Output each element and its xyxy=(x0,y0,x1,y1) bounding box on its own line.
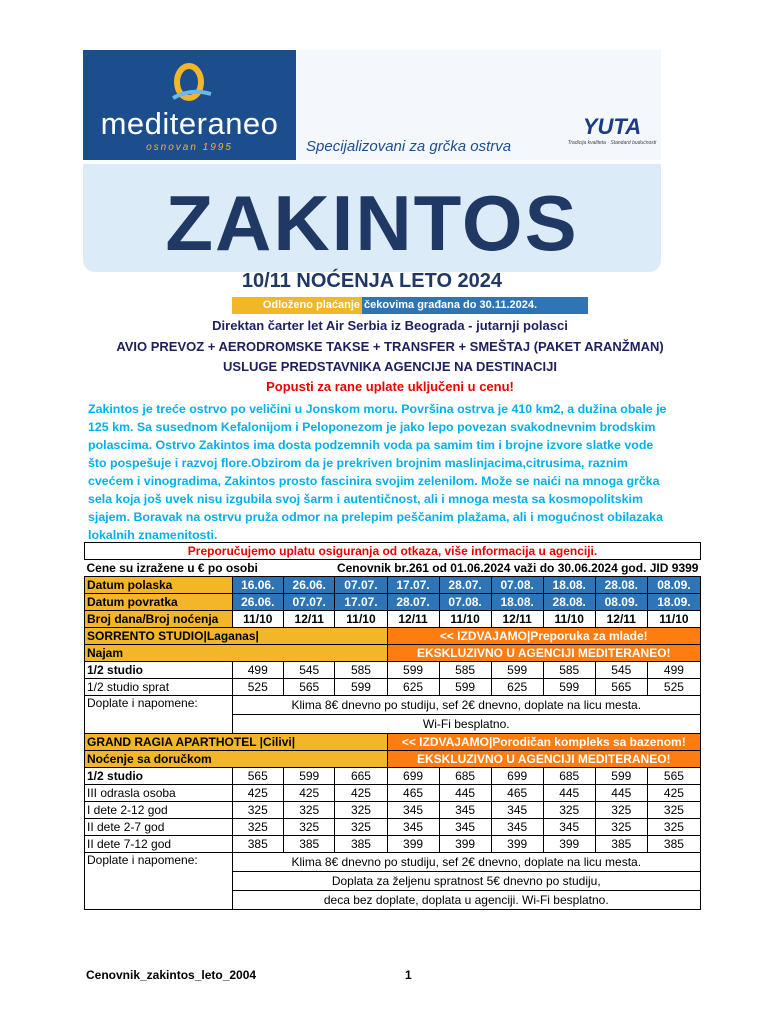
flight-line: Direktan čarter let Air Serbia iz Beograda - jutarnji polasci xyxy=(212,318,568,333)
price-cell: 399 xyxy=(491,836,543,853)
price-cell: 465 xyxy=(491,785,543,802)
brand-tagline: Specijalizovani za grčka ostrva xyxy=(306,138,512,155)
page-subtitle: 10/11 NOĆENJA LETO 2024 xyxy=(241,270,503,292)
price-cell: 425 xyxy=(647,785,700,802)
brand-logo xyxy=(83,50,296,160)
services-line: USLUGE PREDSTAVNIKA AGENCIJE NA DESTINACIJI xyxy=(223,359,557,374)
brand-name: mediteraneo xyxy=(100,106,279,141)
hotel1-note: Klima 8€ dnevno po studiju, sef 2€ dnevno, doplate na licu mesta. xyxy=(232,696,700,715)
price-cell: 325 xyxy=(335,819,387,836)
price-cell: 385 xyxy=(595,836,647,853)
departure-cell: 26.06. xyxy=(283,577,334,594)
price-table xyxy=(84,542,701,910)
return-label: Datum povratka xyxy=(85,594,233,611)
price-cell: 599 xyxy=(491,662,543,679)
hotel1-header-row xyxy=(85,628,701,645)
page-number: 1 xyxy=(405,968,412,982)
price-cell: 565 xyxy=(232,768,283,785)
price-cell: 599 xyxy=(595,768,647,785)
price-cell: 399 xyxy=(439,836,491,853)
brand-founded: osnovan 1995 xyxy=(146,142,233,153)
price-cell: 325 xyxy=(543,802,595,819)
departure-cell: 08.09. xyxy=(647,577,700,594)
departure-cell: 28.07. xyxy=(439,577,491,594)
price-cell: 499 xyxy=(232,662,283,679)
price-cell: 325 xyxy=(647,819,700,836)
price-cell: 425 xyxy=(232,785,283,802)
room-type: 1/2 studio sprat xyxy=(85,679,233,696)
room-type: 1/2 studio xyxy=(85,662,233,679)
hotel2-promo: << IZDVAJAMO|Porodičan kompleks sa bazenom! xyxy=(387,734,701,751)
partner-slogan: Tradicija kvaliteta · Standard budućnosti xyxy=(567,140,657,146)
page-title: ZAKINTOS xyxy=(165,179,579,267)
price-cell: 685 xyxy=(543,768,595,785)
price-cell: 665 xyxy=(335,768,387,785)
price-cell: 425 xyxy=(283,785,334,802)
price-cell: 545 xyxy=(595,662,647,679)
hotel2-note: Doplata za željenu spratnost 5€ dnevno po studiju, xyxy=(232,872,700,891)
price-cell: 325 xyxy=(335,802,387,819)
hotel1-board: Najam xyxy=(85,645,388,662)
table-row xyxy=(85,836,701,853)
pricelist-note: Cenovnik br.261 od 01.06.2024 važi do 30.06.2024 god. JID 9399 xyxy=(336,560,699,575)
price-cell: 585 xyxy=(439,662,491,679)
payment-deferred: Odloženo plaćanje xyxy=(232,297,362,314)
insurance-note: Preporučujemo uplatu osiguranja od otkaza, više informacija u agenciji. xyxy=(85,543,701,560)
nights-cell: 12/11 xyxy=(387,611,439,628)
currency-note: Cene su izražene u € po osobi xyxy=(86,560,258,575)
price-cell: 385 xyxy=(647,836,700,853)
hotel1-notes-row xyxy=(85,696,701,715)
destination-description: Zakintos je treće ostrvo po veličini u Jonskom moru. Površina ostrva je 410 km2, a dužina obale je 125 km. Sa susednom Kefalonijom i Peloponezom je jako lepo povezan svakodnevnim brodskim polascima. Ostrvo Zakintos ima dosta podzemnih voda pa samim tim i brojne izvore slatke vode što pospešuje i razvoj flore.Obzirom da je prekriven brojnim maslinjacima,citrusima, raznim cvećem i vinogradima, Zakintos prosto fascinira svojim zelenilom. Može se naići na mnoga grčka sela koja još uvek nisu izgubila svoj šarm i autentičnost, ali i mnoga mesta sa kosmopolitskim sjajem. Boravak na ostrvu pruža odmor na prelepim peščanim plažama, ali i mogućnost obilazaka lokalnih znamenitosti. xyxy=(88,402,667,542)
return-cell: 07.08. xyxy=(439,594,491,611)
return-cell: 08.09. xyxy=(595,594,647,611)
departure-cell: 07.07. xyxy=(335,577,387,594)
hotel2-note: Klima 8€ dnevno po studiju, sef 2€ dnevno, doplate na licu mesta. xyxy=(232,853,700,872)
table-row xyxy=(85,768,701,785)
return-cell: 26.06. xyxy=(232,594,283,611)
table-row xyxy=(85,679,701,696)
hotel1-note: Wi-Fi besplatno. xyxy=(232,715,700,734)
price-cell: 345 xyxy=(387,819,439,836)
price-cell: 445 xyxy=(439,785,491,802)
price-cell: 445 xyxy=(595,785,647,802)
return-row xyxy=(85,594,701,611)
price-cell: 545 xyxy=(283,662,334,679)
room-type: III odrasla osoba xyxy=(85,785,233,802)
price-cell: 399 xyxy=(387,836,439,853)
nights-cell: 12/11 xyxy=(595,611,647,628)
hotel1-name: SORRENTO STUDIO|Laganas| xyxy=(85,628,388,645)
hotel2-board: Noćenje sa doručkom xyxy=(85,751,388,768)
price-cell: 625 xyxy=(491,679,543,696)
price-cell: 345 xyxy=(491,802,543,819)
table-row xyxy=(85,785,701,802)
room-type: I dete 2-12 god xyxy=(85,802,233,819)
departure-cell: 07.08. xyxy=(491,577,543,594)
price-cell: 345 xyxy=(439,819,491,836)
price-cell: 599 xyxy=(387,662,439,679)
price-cell: 345 xyxy=(543,819,595,836)
price-cell: 599 xyxy=(283,768,334,785)
hotel2-subheader-row xyxy=(85,751,701,768)
price-cell: 585 xyxy=(335,662,387,679)
return-cell: 07.07. xyxy=(283,594,334,611)
payment-banner xyxy=(232,297,588,314)
price-cell: 499 xyxy=(647,662,700,679)
price-cell: 585 xyxy=(543,662,595,679)
price-cell: 345 xyxy=(439,802,491,819)
price-cell: 625 xyxy=(387,679,439,696)
departure-cell: 18.08. xyxy=(543,577,595,594)
package-line: AVIO PREVOZ + AERODROMSKE TAKSE + TRANSFER + SMEŠTAJ (PAKET ARANŽMAN) xyxy=(116,339,664,354)
return-cell: 28.08. xyxy=(543,594,595,611)
price-cell: 685 xyxy=(439,768,491,785)
price-cell: 565 xyxy=(647,768,700,785)
price-cell: 599 xyxy=(439,679,491,696)
hotel2-notes-row xyxy=(85,853,701,872)
hotel1-subheader-row xyxy=(85,645,701,662)
return-cell: 17.07. xyxy=(335,594,387,611)
price-cell: 325 xyxy=(283,819,334,836)
departure-label: Datum polaska xyxy=(85,577,233,594)
hotel2-notes-label: Doplate i napomene: xyxy=(85,853,233,910)
nights-cell: 11/10 xyxy=(232,611,283,628)
nights-cell: 11/10 xyxy=(335,611,387,628)
table-row xyxy=(85,819,701,836)
partner-logo xyxy=(566,114,658,146)
nights-cell: 11/10 xyxy=(543,611,595,628)
hotel2-note: deca bez doplate, doplata u agenciji. Wi-Fi besplatno. xyxy=(232,891,700,910)
price-cell: 345 xyxy=(491,819,543,836)
payment-checks: čekovima građana do 30.11.2024. xyxy=(362,297,588,314)
hotel1-promo: << IZDVAJAMO|Preporuka za mlade! xyxy=(387,628,701,645)
room-type: II dete 7-12 god xyxy=(85,836,233,853)
price-cell: 599 xyxy=(335,679,387,696)
return-cell: 18.08. xyxy=(491,594,543,611)
hotel2-header-row xyxy=(85,734,701,751)
departure-row xyxy=(85,577,701,594)
nights-row xyxy=(85,611,701,628)
price-cell: 399 xyxy=(543,836,595,853)
price-cell: 325 xyxy=(283,802,334,819)
price-cell: 385 xyxy=(335,836,387,853)
hotel1-exclusive: EKSKLUZIVNO U AGENCIJI MEDITERANEO! xyxy=(387,645,701,662)
price-cell: 565 xyxy=(595,679,647,696)
price-cell: 325 xyxy=(232,802,283,819)
departure-cell: 16.06. xyxy=(232,577,283,594)
nights-cell: 12/11 xyxy=(491,611,543,628)
hotel2-name: GRAND RAGIA APARTHOTEL |Cilivi| xyxy=(85,734,388,751)
price-cell: 385 xyxy=(283,836,334,853)
price-cell: 445 xyxy=(543,785,595,802)
hotel1-notes-label: Doplate i napomene: xyxy=(85,696,233,734)
footer-filename: Cenovnik_zakintos_leto_2004 xyxy=(86,968,257,982)
departure-cell: 17.07. xyxy=(387,577,439,594)
price-cell: 425 xyxy=(335,785,387,802)
price-cell: 325 xyxy=(232,819,283,836)
price-cell: 525 xyxy=(232,679,283,696)
discount-line: Popusti za rane uplate uključeni u cenu! xyxy=(266,379,514,394)
price-cell: 385 xyxy=(232,836,283,853)
price-cell: 699 xyxy=(387,768,439,785)
departure-cell: 28.08. xyxy=(595,577,647,594)
nights-cell: 11/10 xyxy=(647,611,700,628)
room-type: II dete 2-7 god xyxy=(85,819,233,836)
price-cell: 345 xyxy=(387,802,439,819)
price-cell: 465 xyxy=(387,785,439,802)
nights-cell: 12/11 xyxy=(283,611,334,628)
insurance-row xyxy=(85,543,701,560)
price-cell: 699 xyxy=(491,768,543,785)
nights-label: Broj dana/Broj noćenja xyxy=(85,611,233,628)
price-cell: 325 xyxy=(595,802,647,819)
hotel2-exclusive: EKSKLUZIVNO U AGENCIJI MEDITERANEO! xyxy=(387,751,701,768)
price-cell: 325 xyxy=(595,819,647,836)
return-cell: 28.07. xyxy=(387,594,439,611)
logo-mark-icon xyxy=(169,58,213,106)
pricelist-info-row xyxy=(85,560,701,577)
price-cell: 325 xyxy=(647,802,700,819)
price-cell: 565 xyxy=(283,679,334,696)
price-cell: 599 xyxy=(543,679,595,696)
table-row xyxy=(85,662,701,679)
price-cell: 525 xyxy=(647,679,700,696)
room-type: 1/2 studio xyxy=(85,768,233,785)
table-row xyxy=(85,802,701,819)
nights-cell: 11/10 xyxy=(439,611,491,628)
partner-name: YUTA xyxy=(582,114,642,139)
return-cell: 18.09. xyxy=(647,594,700,611)
